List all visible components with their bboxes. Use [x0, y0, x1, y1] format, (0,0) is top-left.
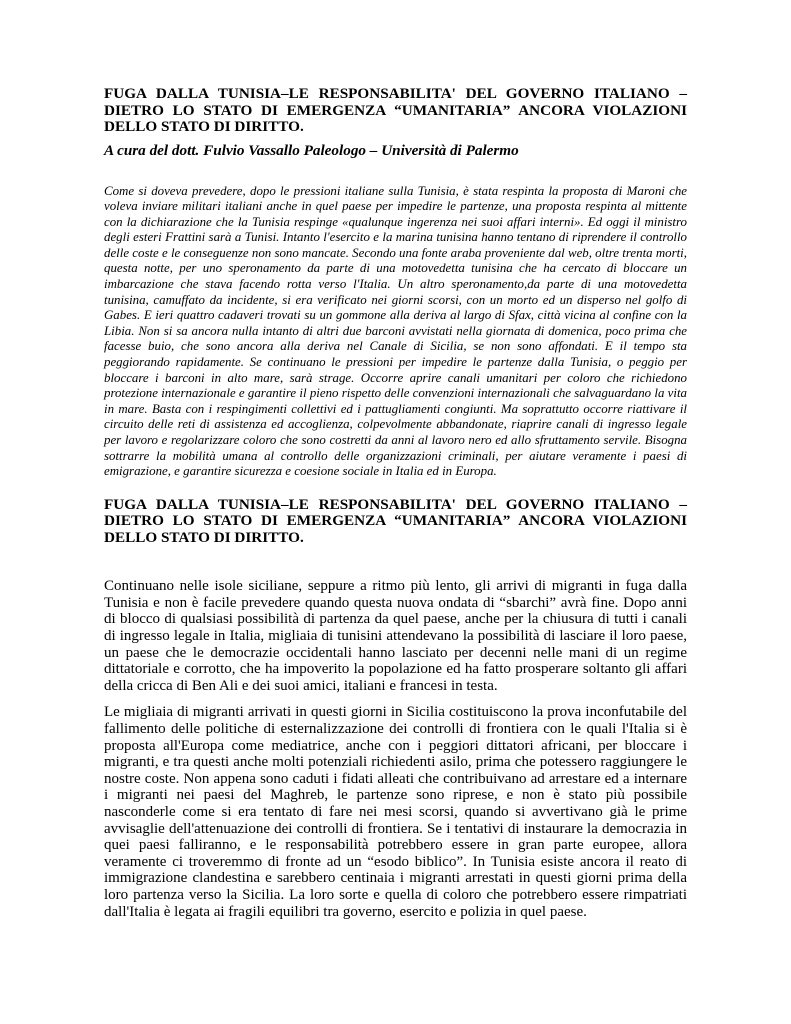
abstract-paragraph: Come si doveva prevedere, dopo le pressioni italiane sulla Tunisia, è stata respinta la proposta di Maroni che voleva inviare militari italiani anche in quel paese per impedire le partenze, una proposta respinta al mittente con la dichiarazione che la Tunisia respinge «qualunque ingerenza nei suoi affari interni». Ed oggi il ministro degli esteri Frattini sarà a Tunisi. Intanto l'esercito e la marina tunisina hanno tentano di riprendere il controllo delle coste e le conseguenze non sono mancate. Secondo una fonte araba proveniente dal web, oltre trenta morti, questa notte, per uno speronamento da parte di una motovedetta tunisina che ha cercato di bloccare un imbarcazione che stava facendo rotta verso l'Italia. Un altro speronamento,da parte di una motovedetta tunisina, camuffato da incidente, si era verificato nei giorni scorsi, con un morto ed un disperso nel golfo di Gabes. E ieri quattro cadaveri trovati su un gommone alla deriva al largo di Sfax, città vicina al confine con la Libia. Non si sa ancora nulla intanto di altri due barconi avvistati nella giornata di domenica, poco prima che facesse buio, che sono ancora alla deriva nel Canale di Sicilia, se non sono affondati. E il tempo sta peggiorando rapidamente. Se continuano le pressioni per impedire le partenze dalla Tunisia, o peggio per bloccare i barconi in alto mare, sarà strage. Occorre aprire canali umanitari per coloro che richiedono protezione internazionale e garantire il pieno rispetto delle convenzioni internazionali che salvaguardano la vita in mare. Basta con i respingimenti collettivi ed i pattugliamenti congiunti. Ma soprattutto occorre riattivare il circuito delle reti di assistenza ed accoglienza, colpevolmente abbandonate, riaprire canali di ingresso legale per lavoro e regolarizzare coloro che sono costretti da anni al lavoro nero ed allo sfruttamento servile. Bisogna sottrarre la mobilità umana al controllo delle organizzazioni criminali, per aiutare veramente i paesi di emigrazione, e garantire sicurezza e coesione sociale in Italia ed in Europa.	[104, 183, 687, 479]
section-title: FUGA DALLA TUNISIA–LE RESPONSABILITA' DEL GOVERNO ITALIANO – DIETRO LO STATO DI EMERGENZA “UMANITARIA” ANCORA VIOLAZIONI DELLO STATO DI DIRITTO.	[104, 495, 687, 546]
document-title: FUGA DALLA TUNISIA–LE RESPONSABILITA' DEL GOVERNO ITALIANO – DIETRO LO STATO DI EMERGENZA “UMANITARIA” ANCORA VIOLAZIONI DELLO STATO DI DIRITTO.	[104, 85, 687, 135]
body-paragraph-1: Continuano nelle isole siciliane, seppure a ritmo più lento, gli arrivi di migranti in fuga dalla Tunisia e non è facile prevedere quando questa nuova ondata di “sbarchi” avrà fine. Dopo anni di blocco di qualsiasi possibilità di partenza da quel paese, anche per la chiusura di tutti i canali di ingresso legale in Italia, migliaia di tunisini attendevano la possibilità di lasciare il loro paese, un paese che le democrazie occidentali hanno lasciato per decenni nelle mani di un regime dittatoriale e corrotto, che ha impoverito la popolazione ed ha fatto prosperare soltanto gli affari della cricca di Ben Ali e dei suoi amici, italiani e francesi in testa.	[104, 578, 687, 694]
body-paragraph-2: Le migliaia di migranti arrivati in questi giorni in Sicilia costituiscono la prova inconfutabile del fallimento delle politiche di esternalizzazione dei controlli di frontiera con le quali l'Italia si è proposta all'Europa come mediatrice, anche con i peggiori dittatori africani, per bloccare i migranti, e tra questi anche molti potenziali richiedenti asilo, prima che potessero raggiungere le nostre coste. Non appena sono caduti i fidati alleati che contribuivano ad arrestare ed a internare i migranti nei paesi del Maghreb, le partenze sono riprese, e non è stato più possibile nasconderle come si era tentato di fare nei mesi scorsi, quando si avvertivano già le prime avvisaglie dell'attenuazione dei controlli di frontiera. Se i tentativi di instaurare la democrazia in quei paesi falliranno, e le responsabilità potrebbero essere in gran parte europee, allora veramente ci troveremmo di fronte ad un “esodo biblico”. In Tunisia esiste ancora il reato di immigrazione clandestina e sarebbero centinaia i migranti arrestati in questi giorni prima della loro partenza verso la Sicilia. La loro sorte e quella di coloro che potrebbero essere rimpatriati dall'Italia è legata ai fragili equilibri tra governo, esercito e polizia in quel paese.	[104, 704, 687, 920]
document-page	[104, 86, 687, 920]
document-subtitle: A cura del dott. Fulvio Vassallo Paleologo – Università di Palermo	[104, 141, 519, 159]
